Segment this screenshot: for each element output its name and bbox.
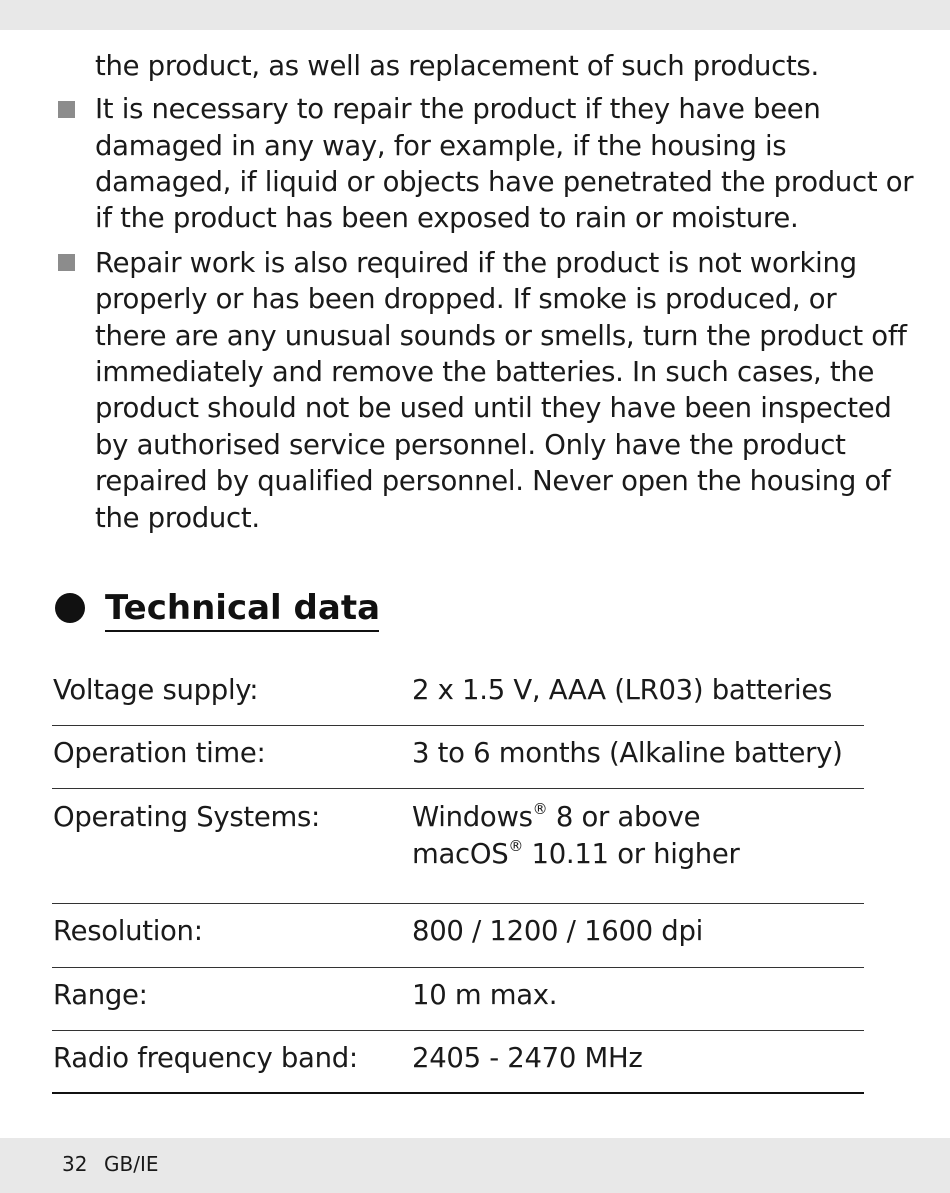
registered-mark: ® [508, 837, 524, 855]
bullet-line: properly or has been dropped. If smoke is produced, or [95, 283, 837, 315]
spec-value-range: 10 m max. [412, 979, 558, 1011]
region-code: GB/IE [104, 1152, 159, 1176]
os-windows-version: 8 or above [547, 801, 701, 833]
os-mac-name: macOS [412, 838, 509, 870]
top-band [0, 0, 950, 30]
spec-label-os: Operating Systems: [53, 801, 320, 833]
spec-label-operation-time: Operation time: [53, 737, 266, 769]
table-divider [52, 725, 864, 726]
bullet-line: product should not be used until they have been inspected [95, 392, 892, 424]
bullet-line: by authorised service personnel. Only have the product [95, 429, 846, 461]
table-bottom-rule [52, 1092, 864, 1094]
spec-label-voltage: Voltage supply: [53, 674, 259, 706]
spec-label-resolution: Resolution: [53, 915, 203, 947]
spec-value-resolution: 800 / 1200 / 1600 dpi [412, 915, 703, 947]
section-heading: Technical data [105, 588, 381, 628]
spec-value-radio-band: 2405 - 2470 MHz [412, 1042, 643, 1074]
section-dot-icon [55, 593, 85, 623]
spec-value-voltage: 2 x 1.5 V, AAA (LR03) batteries [412, 674, 833, 706]
bullet-line: there are any unusual sounds or smells, turn the product off [95, 320, 907, 352]
table-divider [52, 788, 864, 789]
spec-value-operation-time: 3 to 6 months (Alkaline battery) [412, 737, 843, 769]
bullet-line: repaired by qualified personnel. Never open the housing of [95, 465, 891, 497]
os-windows-name: Windows [412, 801, 533, 833]
square-bullet-icon [58, 254, 75, 271]
bullet-line: Repair work is also required if the product is not working [95, 247, 857, 279]
bullet-line: the product. [95, 502, 260, 534]
table-divider [52, 903, 864, 904]
bullet-line: immediately and remove the batteries. In such cases, the [95, 356, 875, 388]
registered-mark: ® [532, 800, 548, 818]
table-divider [52, 967, 864, 968]
square-bullet-icon [58, 101, 75, 118]
page-number: 32 [62, 1152, 88, 1176]
bullet-line: damaged in any way, for example, if the housing is [95, 130, 787, 162]
spec-label-radio-band: Radio frequency band: [53, 1042, 358, 1074]
bullet-line: damaged, if liquid or objects have penetrated the product or [95, 166, 914, 198]
table-divider [52, 1030, 864, 1031]
spec-label-range: Range: [53, 979, 148, 1011]
heading-underline [105, 630, 379, 632]
bullet-line: if the product has been exposed to rain or moisture. [95, 202, 799, 234]
os-mac-version: 10.11 or higher [523, 838, 740, 870]
bullet-line: It is necessary to repair the product if they have been [95, 93, 821, 125]
spec-value-os-mac [412, 838, 740, 870]
spec-value-os-windows [412, 801, 700, 833]
paragraph-line: the product, as well as replacement of such products. [95, 50, 819, 82]
